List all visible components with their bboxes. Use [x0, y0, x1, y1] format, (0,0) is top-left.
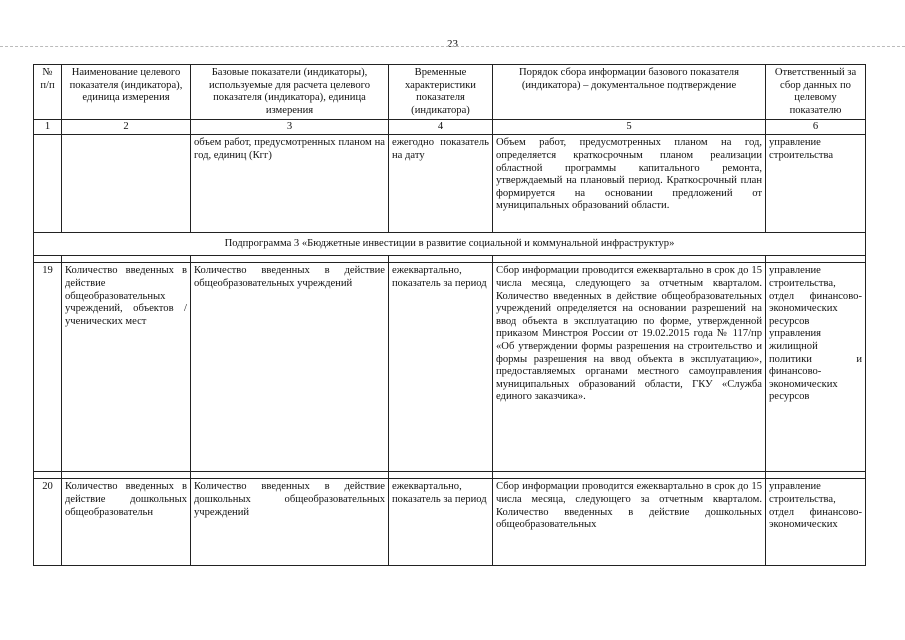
- spacer-cell: [191, 472, 389, 479]
- cell-name: Количество введенных в действие общеобразовательных учреждений, объектов / ученических мест: [62, 263, 191, 472]
- cell-num: [34, 135, 62, 233]
- cell-base: объем работ, предусмотренных планом на год, единиц (Кгг): [191, 135, 389, 233]
- table-row: [34, 135, 866, 233]
- col-number: 5: [493, 120, 766, 135]
- page-number: 23: [447, 38, 458, 50]
- cell-name: [62, 135, 191, 233]
- indicator-table: [33, 64, 866, 566]
- cell-procedure: Объем работ, предусмотренных планом на год, определяется краткосрочным планом реализации областной программы капитального ремонта, утверждаемый на плановый период. Краткосрочный план формируется на основании предложений от муниципальных образований области.: [493, 135, 766, 233]
- header-name: Наименование целевого показателя (индикатора), единица измерения: [62, 65, 191, 120]
- cell-time: ежегодно показатель на дату: [389, 135, 493, 233]
- header-responsible: Ответственный за сбор данных по целевому показателю: [766, 65, 866, 120]
- col-number: 4: [389, 120, 493, 135]
- cell-base: Количество введенных в действие общеобразовательных учреждений: [191, 263, 389, 472]
- table-row: [34, 479, 866, 566]
- header-num: № п/п: [34, 65, 62, 120]
- table-row: [34, 263, 866, 472]
- cell-responsible: управление строительства, отдел финансово-экономических: [766, 479, 866, 566]
- col-number: 6: [766, 120, 866, 135]
- spacer-cell: [191, 256, 389, 263]
- cell-responsible: управление строительства, отдел финансово-экономических ресурсов управления жилищной политики и финансово-экономических ресурсов: [766, 263, 866, 472]
- spacer-row: [34, 472, 866, 479]
- cell-base: Количество введенных в действие дошкольных общеобразовательных учреждений: [191, 479, 389, 566]
- header-row: [34, 65, 866, 120]
- cell-num: 19: [34, 263, 62, 472]
- cell-time: ежеквартально, показатель за период: [389, 263, 493, 472]
- subprogram-row: [34, 233, 866, 256]
- spacer-cell: [34, 256, 62, 263]
- spacer-cell: [389, 256, 493, 263]
- cell-num: 20: [34, 479, 62, 566]
- cell-responsible: управление строительства: [766, 135, 866, 233]
- col-number: 2: [62, 120, 191, 135]
- spacer-cell: [766, 256, 866, 263]
- cell-procedure: Сбор информации проводится ежеквартально в срок до 15 числа месяца, следующего за отчетным кварталом. Количество введенных в действие общеобразовательных учреждений определяется на основании разрешений на ввод объекта в эксплуатацию по форме, утвержденной приказом Минстроя России от 19.02.2015 года № 117/пр «Об утверждении формы разрешения на строительство и формы разрешения на ввод объекта в эксплуатацию», предоставляемых органами местного самоуправления муниципальных образований области, ГКУ «Служба единого заказчика».: [493, 263, 766, 472]
- spacer-cell: [493, 256, 766, 263]
- column-number-row: [34, 120, 866, 135]
- header-time: Временные характеристики показателя (индикатора): [389, 65, 493, 120]
- cell-time: ежеквартально, показатель за период: [389, 479, 493, 566]
- cell-procedure: Сбор информации проводится ежеквартально в срок до 15 числа месяца, следующего за отчетным кварталом. Количество введенных в действие дошкольных общеобразовательных: [493, 479, 766, 566]
- col-number: 3: [191, 120, 389, 135]
- header-divider: [0, 46, 905, 47]
- spacer-cell: [34, 472, 62, 479]
- col-number: 1: [34, 120, 62, 135]
- spacer-cell: [766, 472, 866, 479]
- spacer-cell: [62, 472, 191, 479]
- spacer-cell: [493, 472, 766, 479]
- spacer-row: [34, 256, 866, 263]
- header-procedure: Порядок сбора информации базового показателя (индикатора) – документальное подтверждение: [493, 65, 766, 120]
- header-base: Базовые показатели (индикаторы), используемые для расчета целевого показателя (индикатора), единица измерения: [191, 65, 389, 120]
- cell-name: Количество введенных в действие дошкольных общеобразовательн: [62, 479, 191, 566]
- subprogram-title: Подпрограмма 3 «Бюджетные инвестиции в развитие социальной и коммунальной инфраструктур»: [34, 233, 866, 256]
- spacer-cell: [62, 256, 191, 263]
- spacer-cell: [389, 472, 493, 479]
